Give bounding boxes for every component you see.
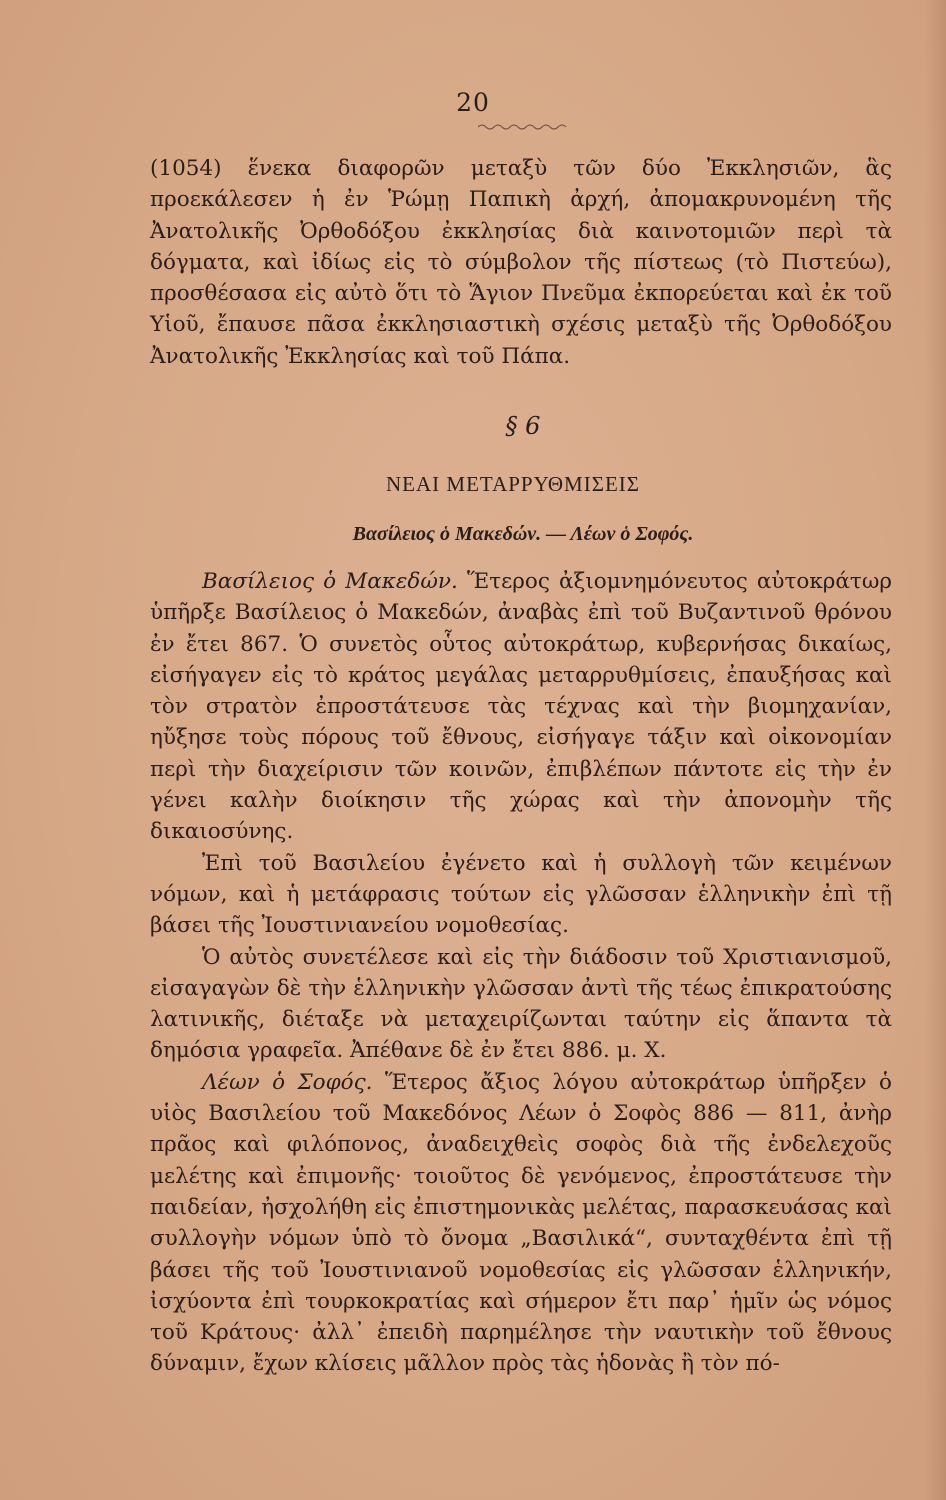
basil-name: Βασίλειος ὁ Μακεδών. [202, 569, 458, 594]
section-title: ΝΕΑΙ ΜΕΤΑΡΡΥΘΜΙΣΕΙΣ [386, 472, 640, 496]
section-mark: § 6 [505, 412, 541, 440]
page-number: 20 [456, 88, 490, 117]
intro-paragraph: (1054) ἕνεκα διαφορῶν μεταξὺ τῶν δύο Ἐκκλησιῶν, ἃς προεκάλεσεν ἡ ἐν Ῥώμῃ Παπικὴ ἀρχή, ἀπομακρυνομένη τῆς Ἀνατολικῆς Ὀρθοδόξου ἐκκλησίας διὰ καινοτομιῶν περὶ τὰ δόγματα, καὶ ἰδίως εἰς τὸ σύμβολον τῆς πίστεως (τὸ Πιστεύω), προσθέσασα εἰς αὐτὸ ὅτι τὸ Ἅγιον Πνεῦμα ἐκπορεύεται καὶ ἐκ τοῦ Υἱοῦ, ἔπαυσε πᾶσα ἐκκλησιαστικὴ σχέσις μεταξὺ τῆς Ὀρθοδόξου Ἀνατολικῆς Ἐκκλησίας καὶ τοῦ Πάπα. [150, 156, 892, 369]
intro-paragraph-block [150, 153, 892, 372]
page-edge-shadow [924, 0, 946, 1500]
basil-paragraph-2: Ἐπὶ τοῦ Βασιλείου ἐγένετο καὶ ἡ συλλογὴ τῶν κειμένων νόμων, καὶ ἡ μετάφρασις τούτων εἰς γλῶσσαν ἑλληνικὴν ἐπὶ τῇ βάσει τῆς Ἰουστινιανείου νομοθεσίας. [150, 850, 892, 939]
leo-paragraph-1-text: Ἕτερος ἄξιος λόγου αὐτοκράτωρ ὑπῆρξεν ὁ υἱὸς Βασιλείου τοῦ Μακεδόνος Λέων ὁ Σοφὸς 886 — 811, ἀνὴρ πρᾶος καὶ φιλόπονος, ἀναδειχθεὶς σοφὸς διὰ τῆς ἐνδελεχοῦς μελέτης καὶ ἐπιμονῆς· τοιοῦτος δὲ γενόμενος, ἐπροστάτευσε τὴν παιδείαν, ἠσχολήθη εἰς ἐπιστημονικὰς μελέτας, παρασκευάσας καὶ συλλογὴν νόμων ὑπὸ τὸ ὄνομα „Βασιλικά“, συνταχθέντα ἐπὶ τῇ βάσει τῆς τοῦ Ἰουστινιανοῦ νομοθεσίας εἰς γλῶσσαν ἑλληνικήν, ἰσχύοντα ἐπὶ τουρκοκρατίας καὶ σήμερον ἔτι παρ᾽ ἡμῖν ὡς νόμος τοῦ Κράτους· ἀλλ᾽ ἐπειδὴ παρημέλησε τὴν ναυτικὴν τοῦ ἔθνους δύναμιν, ἔχων κλίσεις μᾶλλον πρὸς τὰς ἡδονὰς ἢ τὸν πό- [150, 1069, 892, 1377]
main-text-block [150, 566, 892, 1380]
basil-paragraph-3: Ὁ αὐτὸς συνετέλεσε καὶ εἰς τὴν διάδοσιν τοῦ Χριστιανισμοῦ, εἰσαγαγὼν δὲ τὴν ἑλληνικὴν γλῶσσαν ἀντὶ τῆς τέως ἐπικρατούσης λατινικῆς, διέταξε νὰ μεταχειρίζωνται ταύτην εἰς ἅπαντα τὰ δημόσια γραφεῖα. Ἀπέθανε δὲ ἐν ἔτει 886. μ. Χ. [150, 944, 892, 1064]
basil-paragraph-1-text: Ἕτερος ἀξιομνημόνευτος αὐτοκράτωρ ὑπῆρξε Βασίλειος ὁ Μακεδών, ἀναβὰς ἐπὶ τοῦ Βυζαντινοῦ θρόνου ἐν ἔτει 867. Ὁ συνετὸς οὗτος αὐτοκράτωρ, κυβερνήσας δικαίως, εἰσήγαγεν εἰς τὸ κράτος μεγάλας μεταρρυθμίσεις, ἐπαυξήσας καὶ τὸν στρατὸν ἐπροστάτευσε τὰς τέχνας καὶ τὴν βιομηχανίαν, ηὔξησε τοὺς πόρους τοῦ ἔθνους, εἰσήγαγε τάξιν καὶ οἰκονομίαν περὶ τὴν διαχείρισιν τῶν κοινῶν, ἐπιβλέπων πάντοτε εἰς τὴν ἐν γένει καλὴν διοίκησιν τῆς χώρας καὶ τὴν ἀπονομὴν τῆς δικαιοσύνης. [150, 569, 892, 845]
leo-name: Λέων ὁ Σοφός. [202, 1069, 373, 1095]
wavy-ornament [478, 122, 570, 132]
section-subtitle: Βασίλειος ὁ Μακεδών. — Λέων ὁ Σοφός. [352, 523, 694, 545]
leo-paragraph-1 [150, 1067, 892, 1380]
basil-paragraph-1 [150, 566, 892, 848]
